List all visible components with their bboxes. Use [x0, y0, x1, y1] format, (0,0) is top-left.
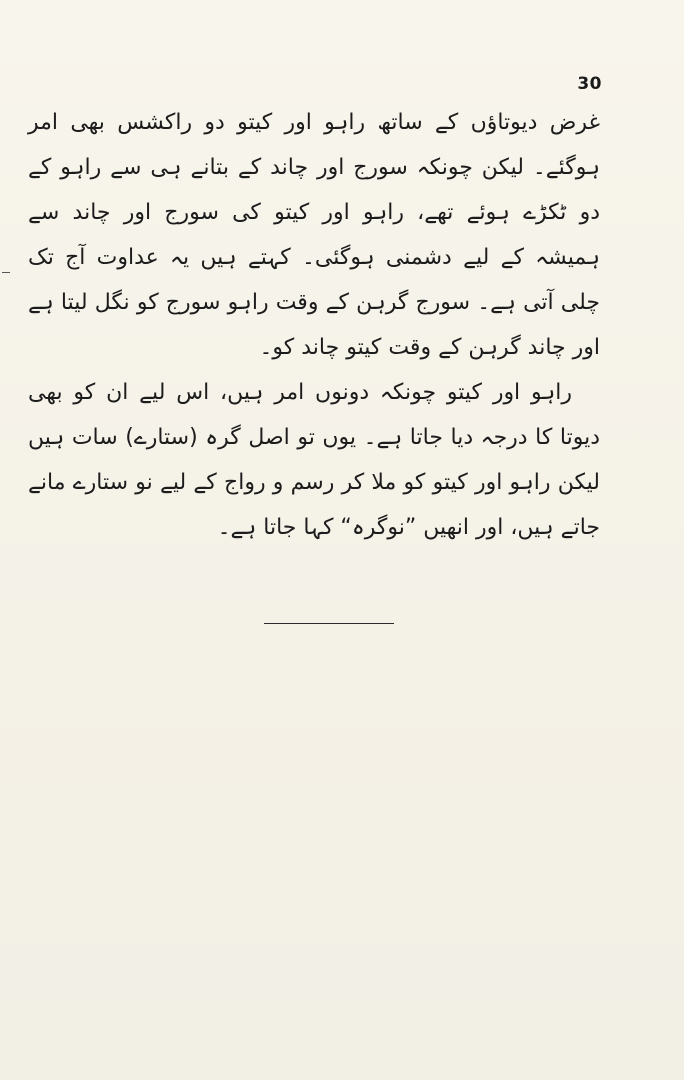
page-number: 30	[577, 74, 602, 94]
paragraph-1: غرض دیوتاؤں کے ساتھ راہو اور کیتو دو راکشس بھی امر ہوگئے۔ لیکن چونکہ سورج اور چاند کے بتانے ہی سے راہو کے دو ٹکڑے ہوئے تھے، راہو اور کیتو کی سورج اور چاند سے ہمیشہ کے لیے دشمنی ہوگئی۔ کہتے ہیں یہ عداوت آج تک چلی آتی ہے۔ سورج گرہن کے وقت راہو سورج کو نگل لیتا ہے اور چاند گرہن کے وقت کیتو چاند کو۔	[28, 110, 600, 360]
paragraph-2: راہو اور کیتو چونکہ دونوں امر ہیں، اس لیے ان کو بھی دیوتا کا درجہ دیا جاتا ہے۔ یوں تو اصل گرہ (ستارے) سات ہیں لیکن راہو اور کیتو کو ملا کر رسم و رواج کے لیے نو ستارے مانے جاتے ہیں، اور انھیں ”نوگرہ“ کہا جاتا ہے۔	[28, 380, 600, 540]
margin-mark	[2, 272, 10, 273]
page-body	[28, 100, 600, 550]
section-divider	[264, 623, 394, 624]
